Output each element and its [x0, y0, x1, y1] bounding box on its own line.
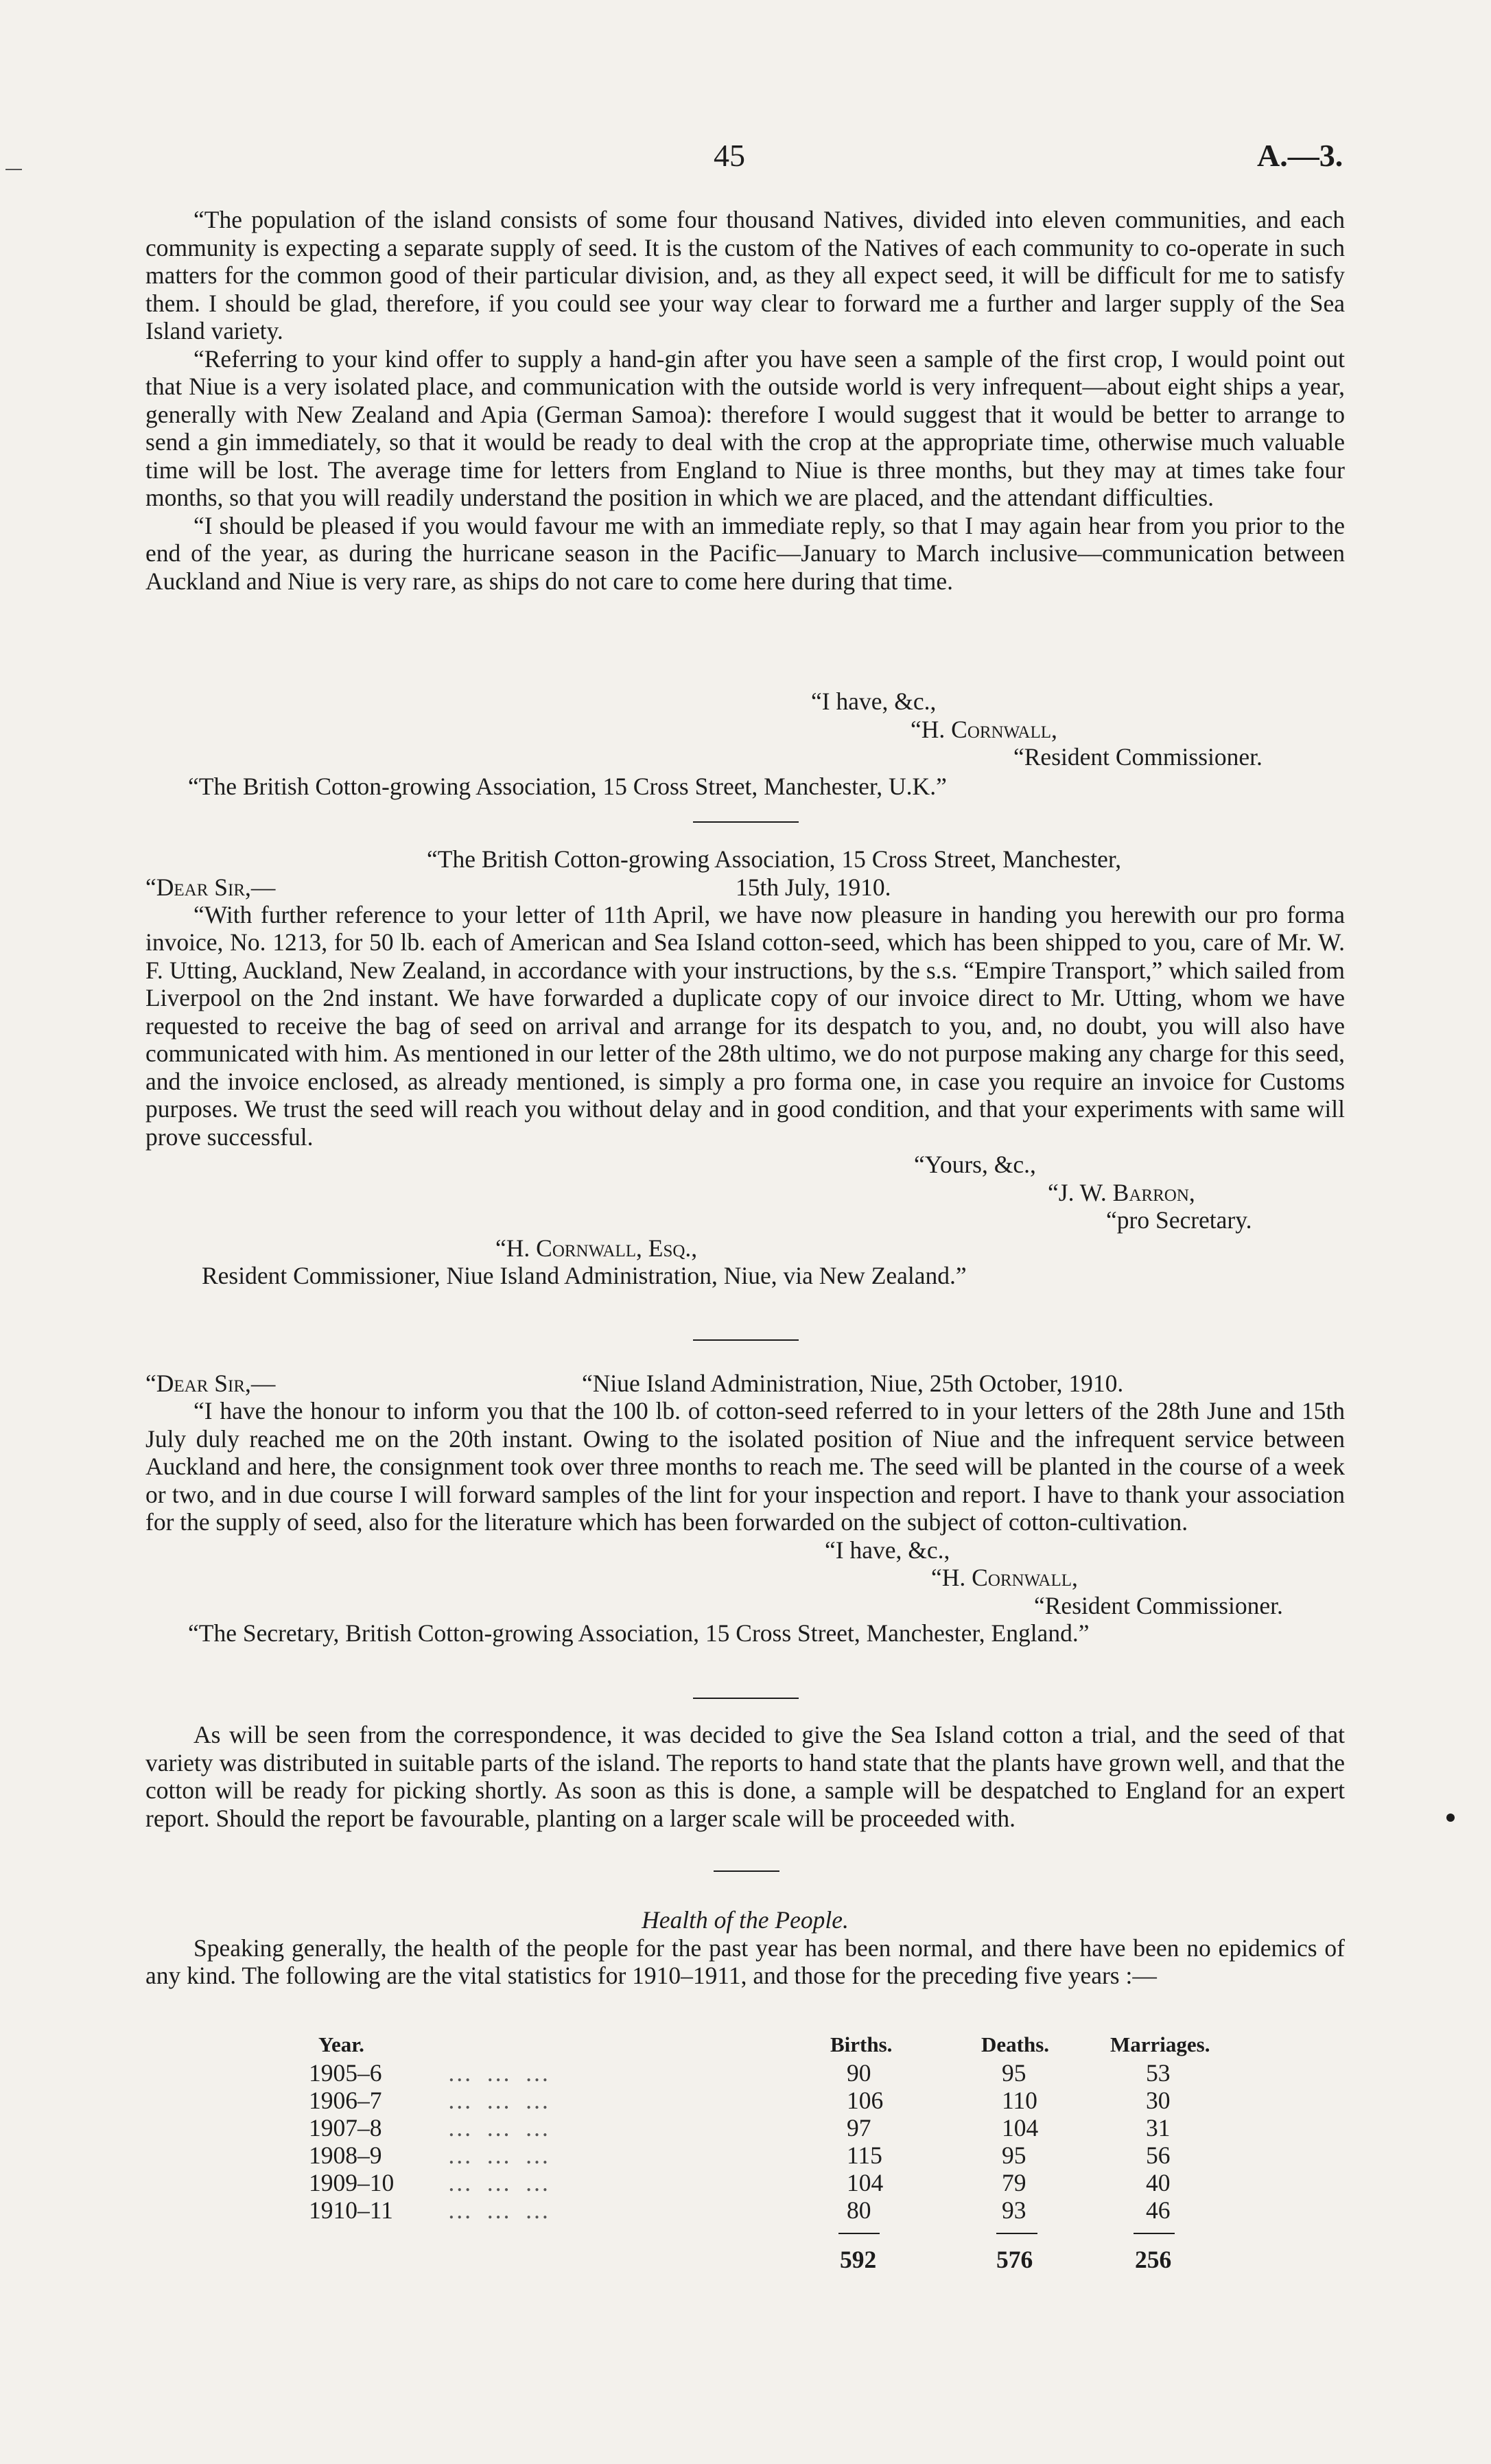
leader-dots: … … … [447, 2196, 554, 2224]
sender-address: “The British Cotton-growing Association, 15 Cross Street, Manchester, [427, 845, 1122, 873]
cell-deaths: 95 [1002, 2142, 1026, 2169]
addressee-address: Resident Commissioner, Niue Island Administration, Niue, via New Zealand.” [202, 1262, 967, 1289]
cell-year: 1909–10 [309, 2169, 395, 2196]
page-number: 45 [714, 138, 745, 173]
cell-deaths: 104 [1002, 2114, 1039, 2142]
cell-marriages: 46 [1146, 2196, 1171, 2224]
cell-marriages: 53 [1146, 2059, 1171, 2087]
section-heading: Health of the People. [642, 1906, 849, 1934]
cell-marriages: 31 [1146, 2114, 1171, 2142]
paragraph: “The population of the island consists of some four thousand Natives, divided into eleven communities, and each community is expecting a separate supply of seed. It is the custom of the Natives of each community to co-operate in such matters for the common good of their particular division, and, as they all expect seed, it will be difficult for me to satisfy them. I should be glad, therefore, if you could see your way clear to forward me a further and larger supply of the Sea Island variety. [145, 206, 1345, 344]
divider [714, 1870, 779, 1872]
cell-births: 90 [847, 2059, 871, 2087]
table-row [145, 2168, 1345, 2196]
table-row [145, 2141, 1345, 2169]
divider [693, 1339, 799, 1341]
table-row [145, 2196, 1345, 2224]
letter-barron [145, 845, 1345, 1290]
margin-mark [5, 169, 22, 170]
letter-cornwall-2 [145, 1370, 1345, 1647]
paragraph: “Referring to your kind offer to supply a hand-gin after you have seen a sample of the first crop, I would point out that Niue is a very isolated place, and communication with the outside world is very infrequent—about eight ships a year, generally with New Zealand and Apia (German Samoa): therefore I would suggest that it would be better to arrange to send a gin immediately, so that it would be ready to deal with the crop at the appropriate time, otherwise much valuable time will be lost. The average time for letters from England to Niue is three months, but they may at times take four months, so that you will readily understand the position in which we are placed, and the attendant difficulties. [145, 344, 1345, 511]
sender-address: “Niue Island Administration, Niue, 25th October, 1910. [582, 1370, 1124, 1397]
leader-dots: … … … [447, 2087, 554, 2114]
cell-deaths: 110 [1002, 2087, 1037, 2114]
cell-births: 115 [847, 2142, 882, 2169]
signer: “H. Cornwall, [931, 1564, 1078, 1591]
signer: “H. Cornwall, [911, 715, 1057, 743]
cell-deaths: 93 [1002, 2196, 1026, 2224]
table-header [145, 2032, 1345, 2061]
closing: “I have, &c., [811, 688, 937, 715]
paragraph: “With further reference to your letter of 11th April, we have now pleasure in handing you herewith our pro forma invoice, No. 1213, for 50 lb. each of American and Sea Island cotton-seed, which has been shipped to you, care of Mr. W. F. Utting, Auckland, New Zealand, in accordance with your instructions, by the s.s. “Empire Transport,” which sailed from Liverpool on the 2nd instant. We have forwarded a duplicate copy of our invoice direct to Mr. Utting, whom we have requested to receive the bag of seed on arrival and arrange for its despatch to you, and, no doubt, you will also have communicated with him. As mentioned in our letter of the 28th ultimo, we do not purpose making any charge for this seed, and the invoice enclosed, as already mentioned, is simply a pro forma one, in case you require an invoice for Customs purposes. We trust the seed will reach you without delay and in good condition, and that your experiments with same will prove successful. [145, 900, 1345, 1151]
header-year: Year. [318, 2032, 364, 2056]
health-section [145, 1906, 1345, 1990]
cell-births: 106 [847, 2087, 884, 2114]
signer-title: “Resident Commissioner. [1034, 1591, 1283, 1619]
cell-year: 1907–8 [309, 2114, 382, 2142]
margin-dot [1446, 1814, 1455, 1822]
closing: “Yours, &c., [914, 1151, 1036, 1178]
leader-dots: … … … [447, 2114, 554, 2142]
table-row [145, 2086, 1345, 2114]
leader-dots: … … … [447, 2169, 554, 2196]
table-totals [145, 2245, 1345, 2273]
cell-births: 80 [847, 2196, 871, 2224]
paragraph: As will be seen from the correspondence, it was decided to give the Sea Island cotton a trial, and the seed of that variety was distributed in suitable parts of the island. The reports to hand state that the plants have grown well, and that the cotton will be ready for picking shortly. As soon as this is done, a sample will be despatched to England for an expert report. Should the report be favourable, planting on a larger scale will be proceeded with. [145, 1721, 1345, 1832]
letter-date: 15th July, 1910. [736, 873, 891, 901]
addressee: “H. Cornwall, Esq., [495, 1234, 698, 1262]
signer: “J. W. Barron, [1048, 1178, 1195, 1206]
cell-year: 1905–6 [309, 2059, 382, 2087]
cell-marriages: 30 [1146, 2087, 1171, 2114]
total-marriages: 256 [1135, 2246, 1172, 2273]
header-births: Births. [830, 2032, 893, 2056]
divider [693, 821, 799, 823]
cell-births: 97 [847, 2114, 871, 2142]
header-marriages: Marriages. [1110, 2032, 1210, 2056]
paragraph: Speaking generally, the health of the people for the past year has been normal, and there have been no epidemics of any kind. The following are the vital statistics for 1910–1911, and those for the preceding five years :— [145, 1934, 1345, 1989]
signer-title: “pro Secretary. [1106, 1206, 1252, 1234]
leader-dots: … … … [447, 2059, 554, 2087]
document-reference: A.—3. [1257, 138, 1343, 173]
cell-year: 1908–9 [309, 2142, 382, 2169]
table-row [145, 2113, 1345, 2142]
cell-marriages: 40 [1146, 2169, 1171, 2196]
total-births: 592 [840, 2246, 877, 2273]
letter-1-signature [145, 688, 1345, 800]
cell-births: 104 [847, 2169, 884, 2196]
cell-year: 1910–11 [309, 2196, 393, 2224]
addressee: “The British Cotton-growing Association, 15 Cross Street, Manchester, U.K.” [188, 772, 947, 800]
table-row [145, 2058, 1345, 2087]
closing: “I have, &c., [825, 1536, 950, 1564]
total-rule-marriages [1134, 2233, 1175, 2234]
summary-section [145, 1721, 1345, 1832]
cell-deaths: 79 [1002, 2169, 1026, 2196]
paragraph: “I should be pleased if you would favour me with an immediate reply, so that I may again hear from you prior to the end of the year, as during the hurricane season in the Pacific—January to March inclusive—communication between Auckland and Niue is very rare, as ships do not care to come here during that time. [145, 511, 1345, 595]
total-rule-births [838, 2233, 880, 2234]
header-deaths: Deaths. [981, 2032, 1050, 2056]
addressee: “The Secretary, British Cotton-growing Association, 15 Cross Street, Manchester, England.” [188, 1619, 1090, 1647]
paragraph: “I have the honour to inform you that the 100 lb. of cotton-seed referred to in your letters of the 28th June and 15th July duly reached me on the 20th instant. Owing to the isolated position of Niue and the infrequent service between Auckland and here, the consignment took over three months to reach me. The seed will be planted in the course of a week or two, and in due course I will forward samples of the lint for your inspection and report. I have to thank your association for the supply of seed, also for the literature which has been forwarded on the subject of cotton-cultivation. [145, 1397, 1345, 1536]
total-deaths: 576 [996, 2246, 1033, 2273]
divider [693, 1698, 799, 1699]
salutation: “Dear Sir,— [145, 873, 276, 901]
cell-deaths: 95 [1002, 2059, 1026, 2087]
leader-dots: … … … [447, 2142, 554, 2169]
cell-marriages: 56 [1146, 2142, 1171, 2169]
salutation: “Dear Sir,— [145, 1370, 276, 1397]
letter-cornwall-1 [145, 206, 1345, 595]
total-rule-deaths [996, 2233, 1037, 2234]
signer-title: “Resident Commissioner. [1013, 743, 1263, 771]
cell-year: 1906–7 [309, 2087, 382, 2114]
